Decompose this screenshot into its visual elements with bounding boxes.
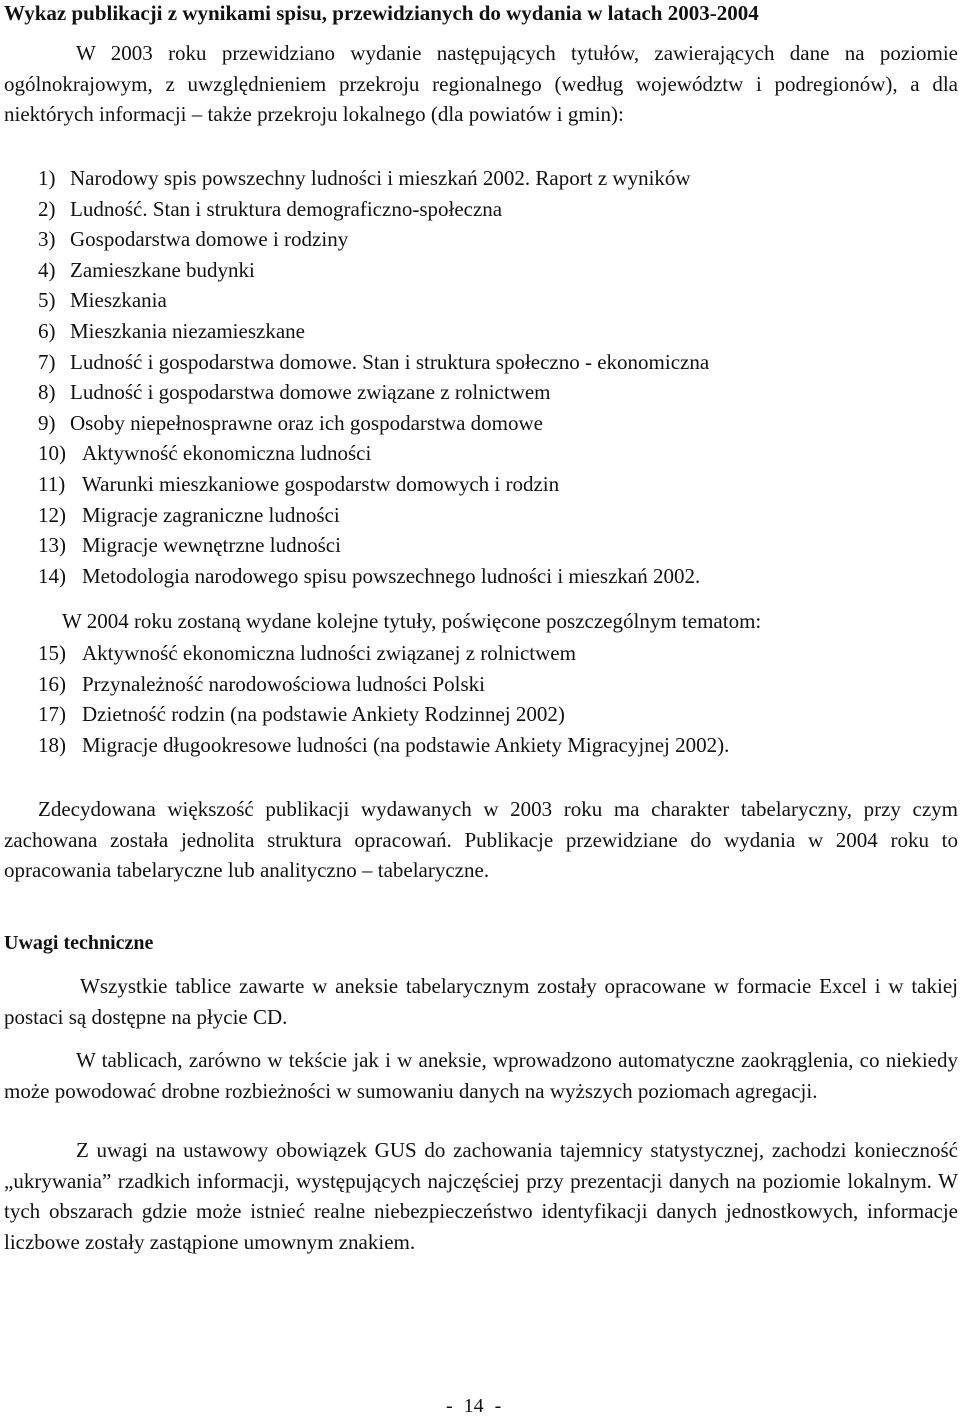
list-item: 13) Migracje wewnętrzne ludności	[38, 533, 341, 558]
list-item: 4) Zamieszkane budynki	[38, 257, 255, 282]
list-item: 8) Ludność i gospodarstwa domowe związane z rolnictwem	[38, 380, 551, 405]
list-item: 11) Warunki mieszkaniowe gospodarstw domowych i rodzin	[38, 471, 560, 496]
page-number: - 14 -	[446, 1395, 502, 1417]
list-item: 5) Mieszkania	[38, 288, 167, 313]
list-item: 16) Przynależność narodowościowa ludności Polski	[38, 671, 486, 696]
technical-paragraph: Z uwagi na ustawowy obowiązek GUS do zachowania tajemnicy statystycznej, zachodzi konieczność „ukrywania” rzadkich informacji, występujących najczęściej przy prezentacji danych na poziomie lokalnym. W tych obszarach gdzie może istnieć realne niebezpieczeństwo identyfikacji danych jednostkowych, informacje liczbowe zostały zastąpione umownym znakiem.	[4, 1138, 958, 1254]
list-item: 9) Osoby niepełnosprawne oraz ich gospodarstwa domowe	[38, 410, 543, 435]
list-item: 18) Migracje długookresowe ludności (na podstawie Ankiety Migracyjnej 2002).	[38, 732, 730, 757]
list-item: 1) Narodowy spis powszechny ludności i mieszkań 2002. Raport z wyników	[38, 166, 691, 190]
list-item: 12) Migracje zagraniczne ludności	[38, 502, 340, 527]
list-item: 17) Dzietność rodzin (na podstawie Ankiety Rodzinnej 2002)	[38, 702, 565, 727]
list-item: 7) Ludność i gospodarstwa domowe. Stan i struktura społeczno - ekonomiczna	[38, 349, 710, 374]
list-item: 15) Aktywność ekonomiczna ludności związanej z rolnictwem	[38, 641, 576, 665]
list-item: 10) Aktywność ekonomiczna ludności	[38, 441, 372, 466]
list-item: 14) Metodologia narodowego spisu powszechnego ludności i mieszkań 2002.	[38, 563, 701, 588]
page-title: Wykaz publikacji z wynikami spisu, przewidzianych do wydania w latach 2003-2004	[4, 1, 759, 25]
list-item: 3) Gospodarstwa domowe i rodziny	[38, 227, 349, 252]
section-heading: Uwagi techniczne	[4, 932, 154, 954]
intro-2004-paragraph: W 2004 roku zostaną wydane kolejne tytuły, poświęcone poszczególnym tematom:	[62, 609, 762, 633]
list-item: 2) Ludność. Stan i struktura demograficzno-społeczna	[38, 196, 503, 221]
publications-2004-list	[38, 638, 729, 760]
summary-paragraph: Zdecydowana większość publikacji wydawanych w 2003 roku ma charakter tabelaryczny, przy czym zachowana została jednolita struktura opracowań. Publikacje przewidziane do wydania w 2004 roku to opracowania tabelaryczne lub analityczno – tabelaryczne.	[4, 797, 958, 882]
technical-paragraph: W tablicach, zarówno w tekście jak i w aneksie, wprowadzono automatyczne zaokrąglenia, co niekiedy może powodować drobne rozbieżności w sumowaniu danych na wyższych poziomach agregacji.	[4, 1048, 958, 1103]
list-item: 6) Mieszkania niezamieszkane	[38, 318, 305, 343]
technical-paragraph: Wszystkie tablice zawarte w aneksie tabelarycznym zostały opracowane w formacie Excel i w takiej postaci są dostępne na płycie CD.	[4, 974, 958, 1029]
intro-2003-paragraph: W 2003 roku przewidziano wydanie następujących tytułów, zawierających dane na poziomie ogólnokrajowym, z uwzględnieniem przekroju regionalnego (według województw i podregionów), a dla niektórych informacji – także przekroju lokalnego (dla powiatów i gmin):	[4, 41, 958, 126]
publications-2003-list	[38, 163, 709, 591]
